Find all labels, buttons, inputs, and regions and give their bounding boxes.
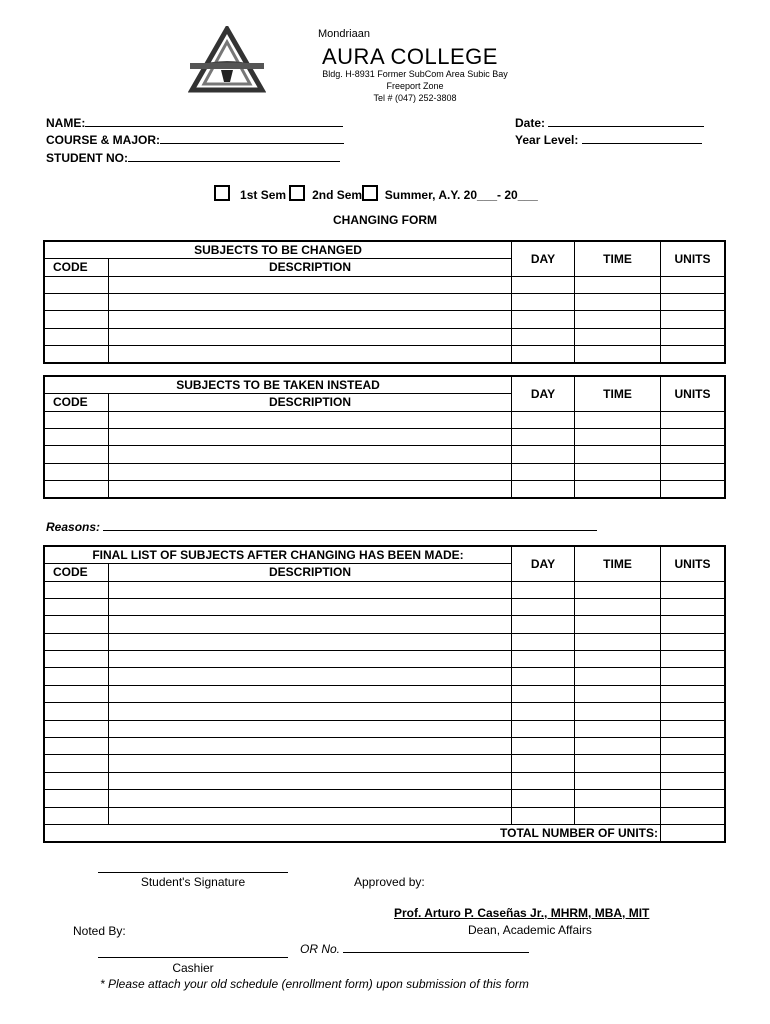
table-row[interactable]: [44, 276, 725, 293]
table-row[interactable]: [44, 598, 725, 615]
address-line-1: Bldg. H-8931 Former SubCom Area Subic Bay: [322, 69, 508, 79]
year-level-label: Year Level:: [515, 133, 579, 147]
year-level-field[interactable]: [515, 132, 702, 147]
table3-description-header: DESCRIPTION: [109, 563, 512, 581]
table-row[interactable]: [44, 428, 725, 445]
table-row[interactable]: [44, 311, 725, 328]
table-row[interactable]: [44, 633, 725, 650]
table1-description-header: DESCRIPTION: [109, 258, 512, 276]
table1-units-header: UNITS: [661, 241, 726, 276]
student-no-field[interactable]: [46, 150, 340, 165]
final-subjects-table: [43, 545, 726, 843]
first-sem-checkbox[interactable]: [214, 185, 230, 201]
approver-title: Dean, Academic Affairs: [468, 923, 592, 937]
student-signature-label: Student's Signature: [140, 875, 246, 889]
student-signature-line[interactable]: [98, 872, 288, 873]
subjects-changed-table: [43, 240, 726, 364]
table-row[interactable]: [44, 581, 725, 598]
semester-row: [214, 185, 538, 202]
table3-title: FINAL LIST OF SUBJECTS AFTER CHANGING HAS BEEN MADE:: [44, 546, 512, 563]
table-row[interactable]: [44, 755, 725, 772]
table2-title: SUBJECTS TO BE TAKEN INSTEAD: [44, 376, 512, 393]
date-field[interactable]: [515, 115, 704, 130]
table2-time-header: TIME: [575, 376, 661, 411]
summer-checkbox[interactable]: [362, 185, 378, 201]
table-row[interactable]: [44, 463, 725, 480]
table-row[interactable]: [44, 720, 725, 737]
table2-units-header: UNITS: [661, 376, 726, 411]
table2-description-header: DESCRIPTION: [109, 393, 512, 411]
cashier-signature-line[interactable]: [98, 957, 288, 958]
table-row[interactable]: [44, 328, 725, 345]
summer-label: Summer, A.Y. 20___- 20___: [384, 188, 538, 202]
second-sem-label: 2nd Sem: [312, 188, 363, 202]
table1-title: SUBJECTS TO BE CHANGED: [44, 241, 512, 258]
college-name: AURA COLLEGE: [322, 44, 498, 69]
form-title: CHANGING FORM: [333, 213, 437, 227]
or-no-label: OR No.: [300, 942, 341, 956]
table1-day-header: DAY: [512, 241, 575, 276]
second-sem-checkbox[interactable]: [289, 185, 305, 201]
telephone: Tel # (047) 252-3808: [373, 93, 457, 103]
table-row[interactable]: [44, 651, 725, 668]
table-row[interactable]: [44, 738, 725, 755]
table-row[interactable]: [44, 685, 725, 702]
table-row[interactable]: [44, 293, 725, 310]
reasons-field[interactable]: [46, 520, 597, 534]
name-field[interactable]: [46, 115, 343, 130]
course-field[interactable]: [46, 132, 344, 147]
date-label: Date:: [515, 116, 546, 130]
course-label: COURSE & MAJOR:: [46, 133, 161, 147]
cashier-label: Cashier: [172, 961, 214, 975]
table2-code-header: CODE: [44, 393, 109, 411]
noted-by-label: Noted By:: [73, 924, 126, 938]
name-label: NAME:: [46, 116, 86, 130]
table3-time-header: TIME: [575, 546, 661, 581]
total-units-label: TOTAL NUMBER OF UNITS:: [44, 824, 661, 842]
brand-small: Mondriaan: [318, 28, 370, 40]
table3-code-header: CODE: [44, 563, 109, 581]
subjects-taken-table: [43, 375, 726, 499]
table-row[interactable]: [44, 703, 725, 720]
table-row[interactable]: [44, 411, 725, 428]
reasons-label: Reasons:: [46, 520, 101, 534]
table-row[interactable]: [44, 807, 725, 824]
first-sem-label: 1st Sem: [240, 188, 287, 202]
address-line-2: Freeport Zone: [386, 81, 444, 91]
table3-units-header: UNITS: [661, 546, 726, 581]
approver-name: Prof. Arturo P. Caseñas Jr., MHRM, MBA, MIT: [394, 906, 650, 920]
table3-day-header: DAY: [512, 546, 575, 581]
college-logo: [188, 26, 266, 94]
table-row[interactable]: [44, 790, 725, 807]
table-row[interactable]: [44, 772, 725, 789]
table-row[interactable]: [44, 616, 725, 633]
or-no-field[interactable]: [300, 941, 529, 956]
table2-day-header: DAY: [512, 376, 575, 411]
table-row[interactable]: [44, 668, 725, 685]
attachment-note: * Please attach your old schedule (enrollment form) upon submission of this form: [100, 977, 529, 991]
approved-by-label: Approved by:: [354, 875, 425, 889]
table1-code-header: CODE: [44, 258, 109, 276]
table-row[interactable]: [44, 446, 725, 463]
total-units-value[interactable]: [661, 824, 726, 842]
student-no-label: STUDENT NO:: [46, 151, 128, 165]
table-row[interactable]: [44, 481, 725, 498]
table1-time-header: TIME: [575, 241, 661, 276]
table-row[interactable]: [44, 346, 725, 363]
